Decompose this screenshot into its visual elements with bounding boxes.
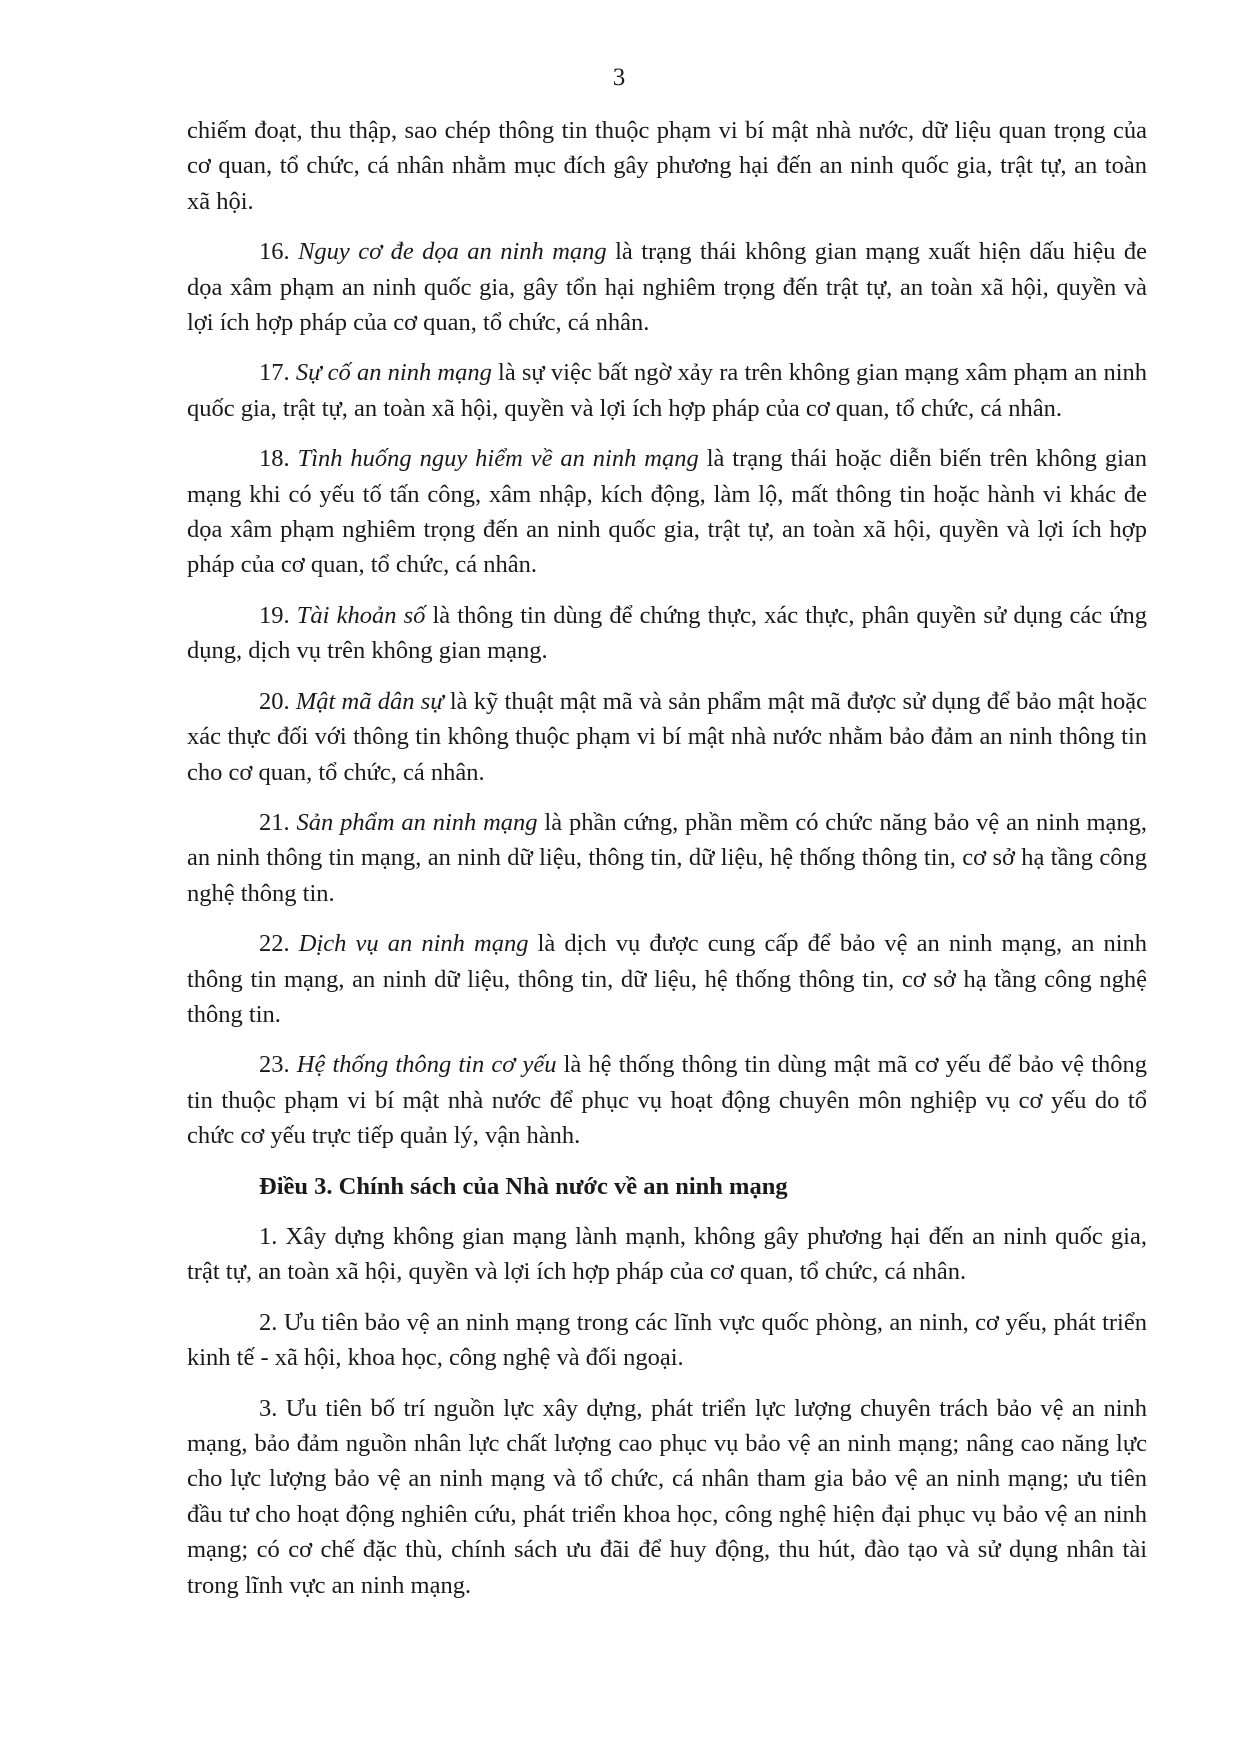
definition-23: [187, 1047, 1147, 1153]
article-3-heading: Điều 3. Chính sách của Nhà nước về an ninh mạng: [259, 1172, 788, 1200]
definition-text: là thông tin dùng để chứng thực, xác thực, phân quyền sử dụng các ứng dụng, dịch vụ trên không gian mạng.: [187, 601, 1148, 665]
definition-21: [187, 805, 1147, 911]
definition-18: [187, 441, 1147, 583]
definition-term: Mật mã dân sự: [295, 687, 444, 715]
article-3-clause-3: 3. Ưu tiên bố trí nguồn lực xây dựng, phát triển lực lượng chuyên trách bảo vệ an ninh mạng, bảo đảm nguồn nhân lực chất lượng cao phục vụ bảo vệ an ninh mạng; nâng cao năng lực cho lực lượng bảo vệ an ninh mạng và tổ chức, cá nhân tham gia bảo vệ an ninh mạng; ưu tiên đầu tư cho hoạt động nghiên cứu, phát triển khoa học, công nghệ hiện đại phục vụ bảo vệ an ninh mạng; có cơ chế đặc thù, chính sách ưu đãi để huy động, thu hút, đào tạo và sử dụng nhân tài trong lĩnh vực an ninh mạng.: [187, 1394, 1147, 1599]
definition-19: [187, 598, 1147, 669]
definition-22: [187, 926, 1147, 1032]
definition-text: là sự việc bất ngờ xảy ra trên không gian mạng xâm phạm an ninh quốc gia, trật tự, an toàn xã hội, quyền và lợi ích hợp pháp của cơ quan, tổ chức, cá nhân.: [187, 359, 1148, 422]
continuation-paragraph: chiếm đoạt, thu thập, sao chép thông tin thuộc phạm vi bí mật nhà nước, dữ liệu quan trọng của cơ quan, tổ chức, cá nhân nhằm mục đích gây phương hại đến an ninh quốc gia, trật tự, an toàn xã hội.: [187, 117, 1147, 215]
definition-20: [187, 684, 1147, 790]
definition-number: 18.: [259, 445, 290, 473]
definition-text: là hệ thống thông tin dùng mật mã cơ yếu để bảo vệ thông tin thuộc phạm vi bí mật nhà nước để phục vụ hoạt động chuyên môn nghiệp vụ cơ yếu do tổ chức cơ yếu trực tiếp quản lý, vận hành.: [187, 1051, 1148, 1150]
definition-term: Tài khoản số: [296, 601, 426, 629]
article-3-clause-1: 1. Xây dựng không gian mạng lành mạnh, không gây phương hại đến an ninh quốc gia, trật tự, an toàn xã hội, quyền và lợi ích hợp pháp của cơ quan, tổ chức, cá nhân.: [187, 1222, 1147, 1286]
definition-term: Hệ thống thông tin cơ yếu: [296, 1051, 557, 1079]
definition-number: 19.: [259, 601, 290, 629]
definition-text: là phần cứng, phần mềm có chức năng bảo vệ an ninh mạng, an ninh thông tin mạng, an ninh dữ liệu, thông tin, dữ liệu, hệ thống thông tin, cơ sở hạ tầng công nghệ thông tin.: [187, 808, 1148, 907]
definition-term: Dịch vụ an ninh mạng: [298, 930, 529, 958]
document-body: [187, 113, 1147, 1618]
definition-text: là trạng thái không gian mạng xuất hiện dấu hiệu đe dọa xâm phạm an ninh quốc gia, gây tổn hại nghiêm trọng đến trật tự, an toàn xã hội, quyền và lợi ích hợp pháp của cơ quan, tổ chức, cá nhân.: [187, 238, 1148, 337]
definition-16: [187, 234, 1147, 340]
definition-term: Sản phẩm an ninh mạng: [296, 808, 538, 836]
definition-text: là kỹ thuật mật mã và sản phẩm mật mã được sử dụng để bảo mật hoặc xác thực đối với thông tin không thuộc phạm vi bí mật nhà nước nhằm bảo đảm an ninh thông tin cho cơ quan, tổ chức, cá nhân.: [187, 687, 1147, 786]
page-number: 3: [612, 64, 626, 91]
definition-number: 20.: [259, 687, 290, 715]
definition-term: Tình huống nguy hiểm về an ninh mạng: [297, 445, 699, 473]
definition-number: 17.: [259, 359, 290, 387]
definition-term: Sự cố an ninh mạng: [295, 359, 492, 387]
definition-number: 21.: [259, 808, 290, 836]
definition-number: 23.: [259, 1051, 290, 1079]
definition-number: 22.: [259, 930, 290, 958]
article-3-clause-2: 2. Ưu tiên bảo vệ an ninh mạng trong các lĩnh vực quốc phòng, an ninh, cơ yếu, phát triển kinh tế - xã hội, khoa học, công nghệ và đối ngoại.: [187, 1308, 1147, 1372]
definition-17: [187, 355, 1147, 426]
definition-text: là dịch vụ được cung cấp để bảo vệ an ninh mạng, an ninh thông tin mạng, an ninh dữ liệu, thông tin, dữ liệu, hệ thống thông tin, cơ sở hạ tầng công nghệ thông tin.: [187, 930, 1148, 1028]
definition-text: là trạng thái hoặc diễn biến trên không gian mạng khi có yếu tố tấn công, xâm nhập, kích động, làm lộ, mất thông tin hoặc hành vi khác đe dọa xâm phạm nghiêm trọng đến an ninh quốc gia, trật tự, an toàn xã hội, quyền và lợi ích hợp pháp của cơ quan, tổ chức, cá nhân.: [187, 445, 1148, 579]
definition-term: Nguy cơ đe dọa an ninh mạng: [298, 238, 607, 266]
definition-number: 16.: [259, 238, 290, 266]
